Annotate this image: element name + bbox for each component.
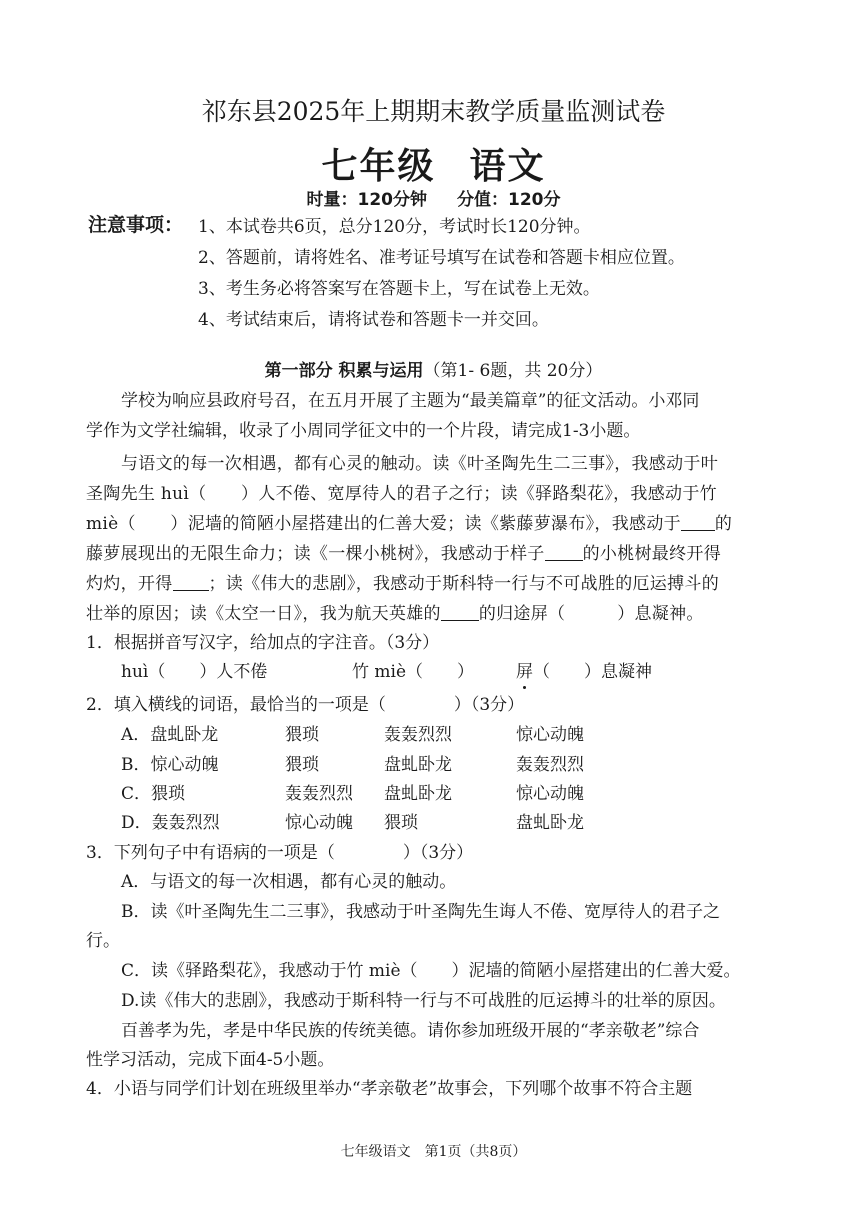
q2-option-word: 轰轰烈烈 <box>285 784 353 804</box>
q2-option-word: 猥琐 <box>285 725 319 745</box>
passage-line: 与语文的每一次相遇，都有心灵的触动。读《叶圣陶先生二三事》，我感动于叶 <box>121 454 718 474</box>
q2-option-word: 轰轰烈烈 <box>516 755 584 775</box>
q2-option-word: 惊心动魄 <box>516 725 584 745</box>
q3-option-c: C．读《驿路梨花》，我感动于竹 miè（ ）泥墙的简陋小屋搭建出的仁善大爱。 <box>121 961 741 981</box>
fill-blank <box>173 576 209 591</box>
q2-option-a: A．盘虬卧龙 <box>121 725 219 745</box>
notice-item: 1、本试卷共6页，总分120分，考试时长120分钟。 <box>198 217 591 237</box>
notice-item: 2、答题前，请将姓名、准考证号填写在试卷和答题卡相应位置。 <box>198 248 685 268</box>
question-4-stem: 4．小语与同学们计划在班级里举办“孝亲敬老”故事会，下列哪个故事不符合主题 <box>86 1079 693 1099</box>
intro-line: 学校为响应县政府号召，在五月开展了主题为“最美篇章”的征文活动。小邓同 <box>121 391 700 411</box>
passage-line: 藤萝展现出的无限生命力；读《一棵小桃树》，我感动于样子 的小桃树最终开得 <box>86 544 722 564</box>
passage-line: 灼灼，开得 ；读《伟大的悲剧》，我感动于斯科特一行与不可战胜的厄运搏斗的 <box>86 574 719 594</box>
intro2-line: 百善孝为先，孝是中华民族的传统美德。请你参加班级开展的“孝亲敬老”综合 <box>121 1021 700 1041</box>
grade: 七年级 <box>321 146 436 187</box>
q2-option-word: 惊心动魄 <box>285 813 353 833</box>
q1-item-a: huì（ ）人不倦 <box>121 662 268 682</box>
section-range: （第1- 6题，共 20分） <box>423 361 603 381</box>
passage-line: 圣陶先生 huì（ ）人不倦、宽厚待人的君子之行；读《驿路梨花》，我感动于竹 <box>86 484 717 504</box>
q3-option-b-cont: 行。 <box>86 931 120 951</box>
section-title: 第一部分 积累与运用 <box>264 361 424 381</box>
intro-line: 学作为文学社编辑，收录了小周同学征文中的一个片段，请完成1-3小题。 <box>86 421 641 441</box>
fill-blank <box>545 546 583 561</box>
q2-option-word: 猥琐 <box>384 813 418 833</box>
passage-line: miè（ ）泥墙的简陋小屋搭建出的仁善大爱；读《紫藤萝瀑布》，我感动于 的 <box>86 514 733 534</box>
subject: 语文 <box>469 146 546 187</box>
question-3-stem: 3．下列句子中有语病的一项是（ ）（3分） <box>86 843 474 863</box>
q3-option-a: A．与语文的每一次相遇，都有心灵的触动。 <box>121 872 457 892</box>
question-1-stem: 1．根据拼音写汉字，给加点的字注音。（3分） <box>86 633 440 653</box>
question-2-stem: 2．填入横线的词语，最恰当的一项是（ ）（3分） <box>86 695 525 715</box>
notice-label: 注意事项： <box>88 214 184 236</box>
emphasis-dot-char: 屏 <box>516 662 533 682</box>
total-score: 分值：120分 <box>457 190 561 210</box>
grade-subject <box>0 138 867 189</box>
time-score-line <box>0 185 867 210</box>
q2-option-word: 盘虬卧龙 <box>384 755 452 775</box>
q2-option-b: B．惊心动魄 <box>121 755 219 775</box>
q1-item-b: 竹 miè（ ） <box>352 662 475 682</box>
q2-option-word: 猥琐 <box>285 755 319 775</box>
q3-option-d: D.读《伟大的悲剧》，我感动于斯科特一行与不可战胜的厄运搏斗的壮举的原因。 <box>121 991 726 1011</box>
q2-option-word: 盘虬卧龙 <box>516 813 584 833</box>
notice-item: 4、考试结束后，请将试卷和答题卡一并交回。 <box>198 310 549 330</box>
q1-item-c: 屏（ ）息凝神 <box>516 662 652 682</box>
fill-blank <box>681 516 715 531</box>
notice-item: 3、考生务必将答案写在答题卡上，写在试卷上无效。 <box>198 279 600 299</box>
q2-option-c: C．猥琐 <box>121 784 186 804</box>
exam-title: 祁东县2025年上期期末教学质量监测试卷 <box>201 97 666 126</box>
passage-line: 壮举的原因；读《太空一日》，我为航天英雄的 的归途屏（ ）息凝神。 <box>86 604 704 624</box>
q2-option-word: 盘虬卧龙 <box>384 784 452 804</box>
q3-option-b: B．读《叶圣陶先生二三事》，我感动于叶圣陶先生诲人不倦、宽厚待人的君子之 <box>121 902 720 922</box>
time-limit: 时量：120分钟 <box>306 190 427 210</box>
q2-option-word: 轰轰烈烈 <box>384 725 452 745</box>
section-heading <box>0 356 867 381</box>
page-footer: 七年级语文 第1页（共8页） <box>340 1144 527 1160</box>
q2-option-d: D．轰轰烈烈 <box>121 813 220 833</box>
q2-option-word: 惊心动魄 <box>516 784 584 804</box>
intro2-line: 性学习活动，完成下面4-5小题。 <box>86 1050 335 1070</box>
fill-blank <box>441 606 479 621</box>
